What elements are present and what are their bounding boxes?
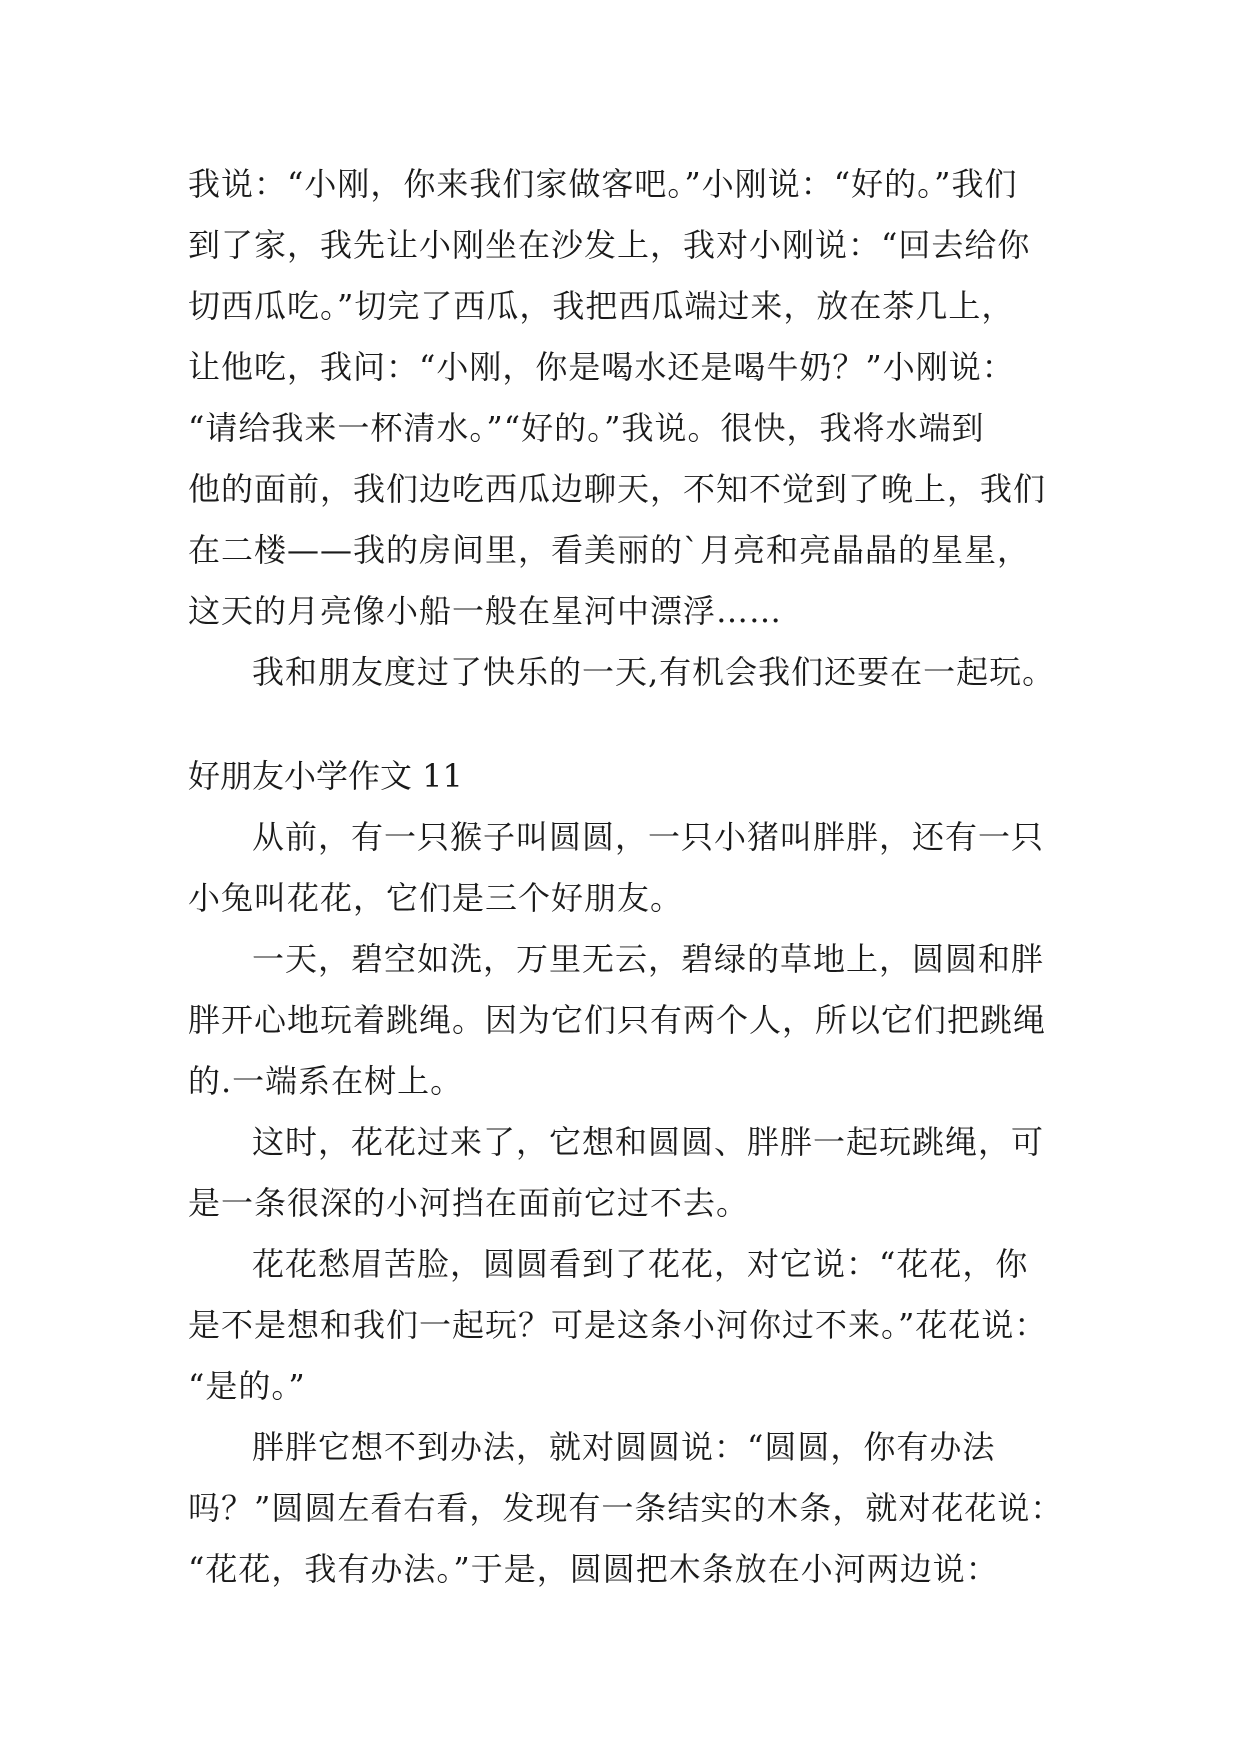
text-line: 吗？”圆圆左看右看，发现有一条结实的木条，就对花花说： <box>188 1489 1064 1527</box>
paragraph-line: 从前，有一只猴子叫圆圆，一只小猪叫胖胖，还有一只 <box>252 818 1045 856</box>
text-line: 切西瓜吃。”切完了西瓜，我把西瓜端过来，放在茶几上， <box>188 287 1015 325</box>
text-line: 的.一端系在树上。 <box>188 1062 464 1100</box>
section-heading: 好朋友小学作文 11 <box>188 757 463 795</box>
paragraph-line: 胖胖它想不到办法，就对圆圆说：“圆圆，你有办法 <box>252 1428 996 1466</box>
paragraph-line: 花花愁眉苦脸，圆圆看到了花花，对它说：“花花，你 <box>252 1245 1029 1283</box>
text-line: 是不是想和我们一起玩？可是这条小河你过不来。”花花说： <box>188 1306 1048 1344</box>
text-line: 让他吃，我问：“小刚，你是喝水还是喝牛奶？”小刚说： <box>188 348 1015 386</box>
text-line: “花花，我有办法。”于是，圆圆把木条放在小河两边说： <box>188 1550 999 1588</box>
text-line: 他的面前，我们边吃西瓜边聊天，不知不觉到了晚上，我们 <box>188 470 1047 508</box>
text-line: “请给我来一杯清水。”“好的。”我说。很快，我将水端到 <box>188 409 985 447</box>
paragraph-line: 这时，花花过来了，它想和圆圆、胖胖一起玩跳绳，可 <box>252 1123 1045 1161</box>
paragraph-line: 一天，碧空如洗，万里无云，碧绿的草地上，圆圆和胖 <box>252 940 1045 978</box>
paragraph-line: 我和朋友度过了快乐的一天,有机会我们还要在一起玩。 <box>252 653 1056 691</box>
text-line: 是一条很深的小河挡在面前它过不去。 <box>188 1184 750 1222</box>
text-line: 在二楼——我的房间里，看美丽的`月亮和亮晶晶的星星， <box>188 531 1031 569</box>
text-line: 到了家，我先让小刚坐在沙发上，我对小刚说：“回去给你 <box>188 226 1031 264</box>
text-line: 这天的月亮像小船一般在星河中漂浮…… <box>188 592 783 630</box>
text-line: 胖开心地玩着跳绳。因为它们只有两个人，所以它们把跳绳 <box>188 1001 1047 1039</box>
text-line: “是的。” <box>188 1367 306 1405</box>
text-line: 小兔叫花花，它们是三个好朋友。 <box>188 879 684 917</box>
text-line: 我说：“小刚，你来我们家做客吧。”小刚说：“好的。”我们 <box>188 165 1018 203</box>
